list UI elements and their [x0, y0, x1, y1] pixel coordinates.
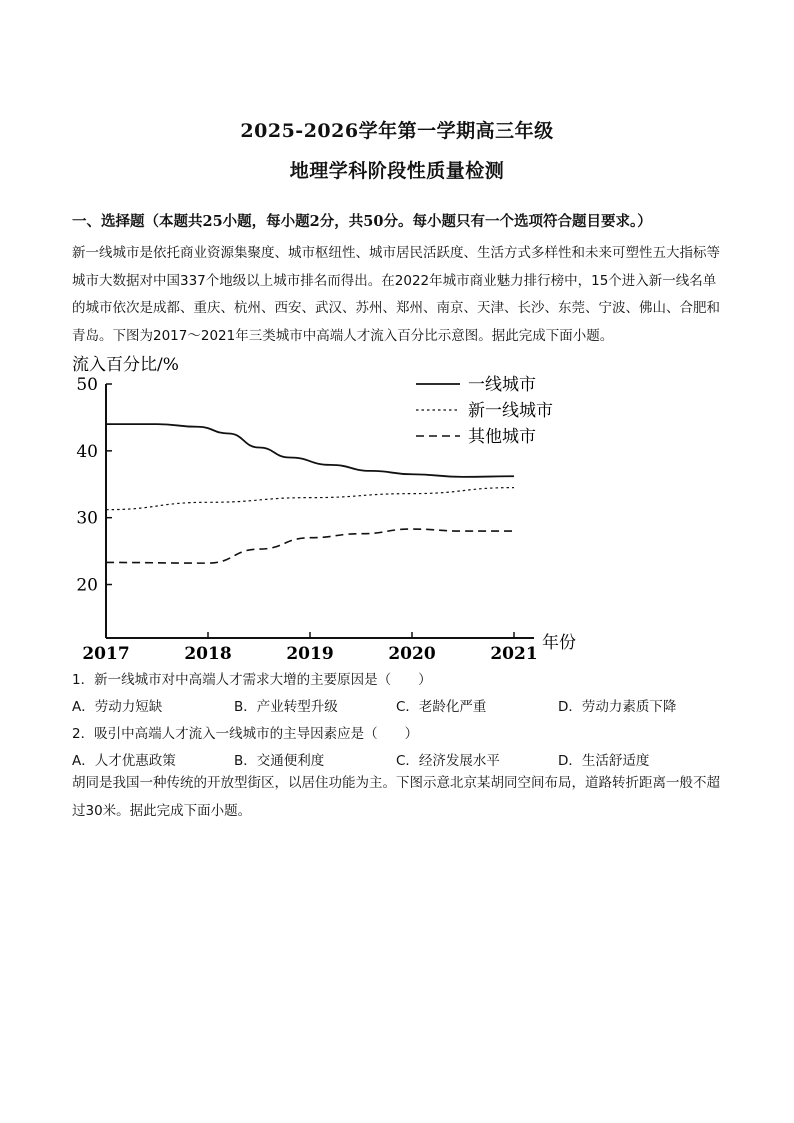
x-tick-label-2018: 2018 — [184, 644, 232, 664]
q2-option-d[interactable]: D．生活舒适度 — [558, 753, 650, 769]
hutong-intro-paragraph: 胡同是我国一种传统的开放型街区，以居住功能为主。下图示意北京某胡同空间布局，道路转折距离一般不超过30米。据此完成下面小题。 — [72, 775, 720, 819]
legend-label-1: 一线城市 — [468, 375, 536, 395]
y-tick-label-50: 50 — [76, 375, 98, 395]
x-tick-label-2020: 2020 — [388, 644, 436, 664]
y-tick-label-30: 30 — [76, 508, 98, 529]
series-line-2 — [106, 488, 514, 510]
q1-option-a[interactable]: A．劳动力短缺 — [72, 699, 163, 715]
y-tick-label-20: 20 — [76, 575, 98, 596]
legend-label-2: 新一线城市 — [468, 401, 553, 421]
x-tick-label-2021: 2021 — [490, 644, 538, 664]
q2-option-a[interactable]: A．人才优惠政策 — [72, 753, 176, 769]
x-tick-label-2017: 2017 — [82, 644, 130, 664]
q2-option-b[interactable]: B．交通便利度 — [234, 753, 325, 769]
question-2-stem: 2．吸引中高端人才流入一线城市的主导因素应是（ ） — [72, 726, 419, 742]
question-1-stem: 1．新一线城市对中高端人才需求大增的主要原因是（ ） — [72, 672, 432, 688]
series-line-1 — [106, 424, 514, 477]
x-tick-label-2019: 2019 — [286, 644, 334, 664]
q1-option-c[interactable]: C．老龄化严重 — [396, 699, 487, 715]
q1-option-b[interactable]: B．产业转型升级 — [234, 699, 338, 715]
q2-option-c[interactable]: C．经济发展水平 — [396, 753, 500, 769]
exam-subtitle: 地理学科阶段性质量检测 — [289, 160, 505, 182]
intro-paragraph: 新一线城市是依托商业资源集聚度、城市枢纽性、城市居民活跃度、生活方式多样性和未来可塑性五大指标等城市大数据对中国337个地级以上城市排名而得出。在2022年城市商业魅力排行榜中，15个进入新一线名单的城市依次是成都、重庆、杭州、西安、武汉、苏州、郑州、南京、天津、长沙、东莞、宁波、佛山、合肥和青岛。下图为2017～2021年三类城市中高端人才流入百分比示意图。据此完成下面小题。 — [72, 245, 720, 344]
q1-option-d[interactable]: D．劳动力素质下降 — [558, 699, 677, 715]
talent-inflow-chart — [66, 348, 580, 664]
legend-label-3: 其他城市 — [468, 427, 536, 447]
section-heading: 一、选择题（本题共25小题，每小题2分，共50分。每小题只有一个选项符合题目要求。） — [72, 213, 652, 230]
question-1-options — [72, 695, 732, 719]
series-line-3 — [106, 529, 514, 563]
exam-title: 2025-2026学年第一学期高三年级 — [240, 120, 554, 142]
x-axis-label: 年份 — [542, 633, 576, 653]
y-axis-label: 流入百分比/% — [72, 355, 179, 375]
y-tick-label-40: 40 — [76, 441, 98, 462]
